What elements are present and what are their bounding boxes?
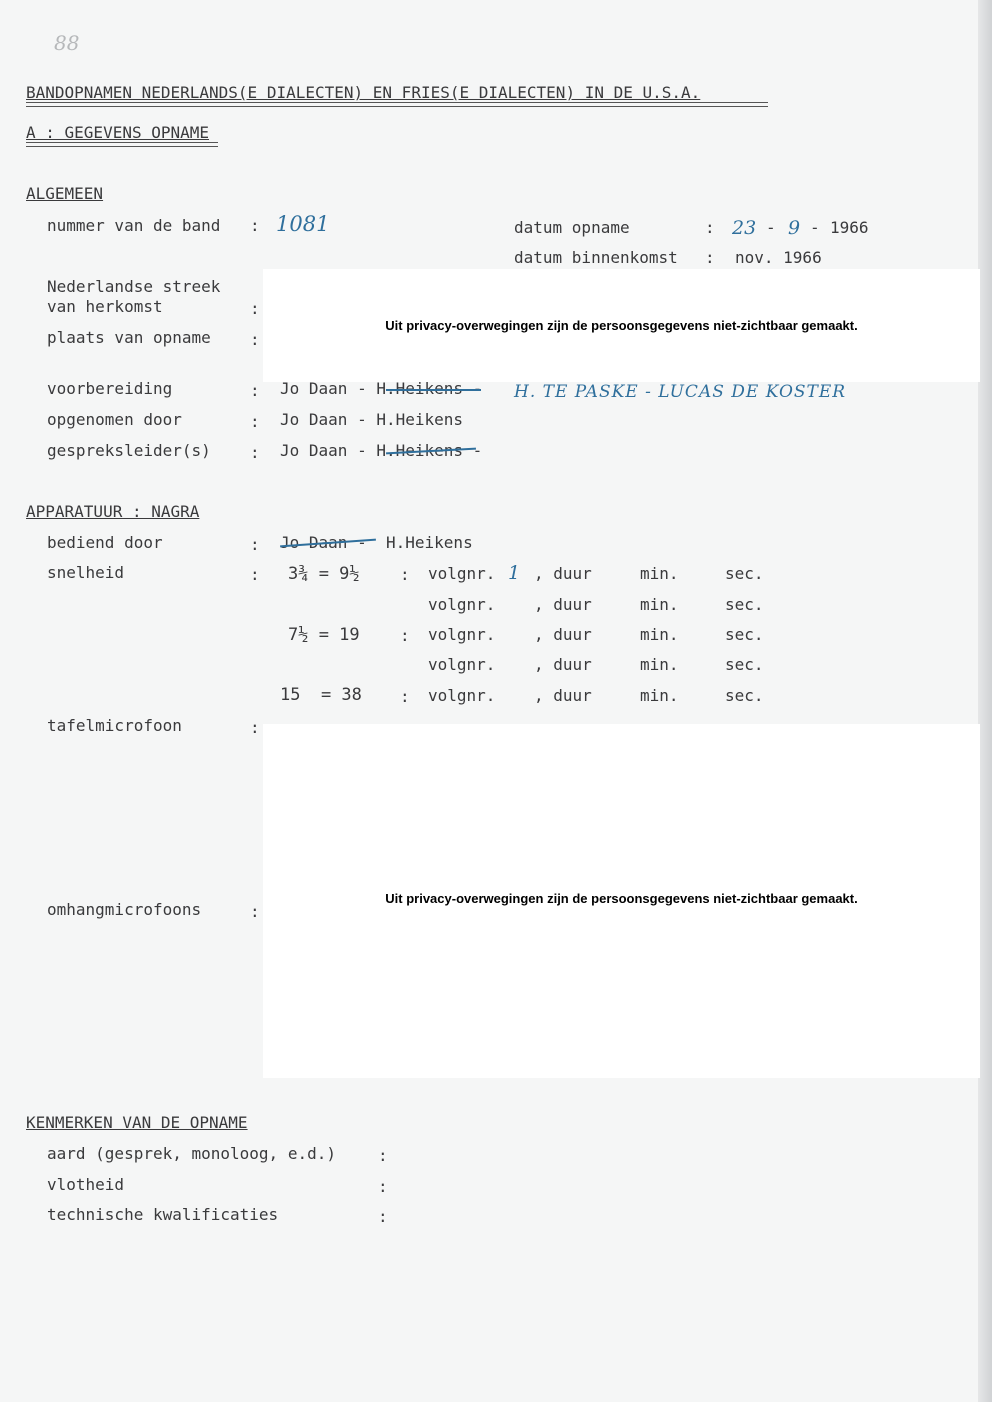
datum-dash-1: - <box>766 218 776 237</box>
opgenomen-colon: : <box>250 412 260 431</box>
streek-colon: : <box>250 299 260 318</box>
streek-label-line2: van herkomst <box>47 297 163 316</box>
speed-1-colon: : <box>400 565 410 584</box>
bediend-colon: : <box>250 535 260 554</box>
bediend-value: H.Heikens <box>386 533 473 552</box>
datum-label: datum opname <box>514 218 630 237</box>
speed-3: 15 = 38 <box>280 685 362 705</box>
volgnr-1: volgnr. <box>428 564 496 583</box>
speed-2-colon: : <box>400 626 410 645</box>
algemeen-heading: ALGEMEEN <box>26 184 104 203</box>
min-4: min. <box>640 655 679 674</box>
plaats-label: plaats van opname <box>47 328 211 347</box>
duur-1: , duur <box>534 564 592 583</box>
datum-colon: : <box>705 218 715 237</box>
privacy-notice-2: Uit privacy-overwegingen zijn de persoonsgegevens niet-zichtbaar gemaakt. <box>385 890 858 906</box>
technische-label: technische kwalificaties <box>47 1205 279 1224</box>
voorbereiding-value: Jo Daan - H.Heikens - <box>280 379 483 398</box>
band-label: nummer van de band <box>47 216 221 235</box>
strike-heikens-1 <box>386 389 481 391</box>
privacy-redaction-1 <box>263 269 980 382</box>
volgnr-4: volgnr. <box>428 655 496 674</box>
voorbereiding-colon: : <box>250 381 260 400</box>
aard-colon: : <box>378 1146 388 1165</box>
duur-4: , duur <box>534 655 592 674</box>
band-colon: : <box>250 216 260 235</box>
voorbereiding-label: voorbereiding <box>47 379 173 398</box>
volgnr-2: volgnr. <box>428 595 496 614</box>
min-1: min. <box>640 564 679 583</box>
snelheid-label: snelheid <box>47 563 125 582</box>
sec-3: sec. <box>725 625 764 644</box>
opgenomen-label: opgenomen door <box>47 410 182 429</box>
technische-colon: : <box>378 1207 388 1226</box>
section-a-heading: A : GEGEVENS OPNAME <box>26 123 210 142</box>
omhangmicrofoons-colon: : <box>250 902 260 921</box>
sec-5: sec. <box>725 686 764 705</box>
duur-5: , duur <box>534 686 592 705</box>
volgnr-1-handwritten: 1 <box>508 562 521 584</box>
bediend-struck-name: Jo Daan - <box>280 533 367 552</box>
speed-2: 7½ = 19 <box>288 625 360 645</box>
plaats-colon: : <box>250 330 260 349</box>
title-double-underline <box>26 102 768 107</box>
speed-3-colon: : <box>400 687 410 706</box>
gespreksleider-value: Jo Daan - H.Heikens - <box>280 441 483 460</box>
datum-day-handwritten: 23 <box>732 217 757 239</box>
volgnr-3: volgnr. <box>428 625 496 644</box>
min-5: min. <box>640 686 679 705</box>
min-2: min. <box>640 595 679 614</box>
kenmerken-heading: KENMERKEN VAN DE OPNAME <box>26 1113 248 1132</box>
sec-4: sec. <box>725 655 764 674</box>
snelheid-colon: : <box>250 565 260 584</box>
document-title: BANDOPNAMEN NEDERLANDS(E DIALECTEN) EN FRIES(E DIALECTEN) IN DE U.S.A. <box>26 83 701 102</box>
band-number-handwritten: 1081 <box>276 212 330 236</box>
gespreksleider-colon: : <box>250 443 260 462</box>
section-a-double-underline <box>26 142 218 147</box>
apparatuur-heading: APPARATUUR : NAGRA <box>26 502 200 521</box>
tafelmicrofoon-colon: : <box>250 718 260 737</box>
aard-label: aard (gesprek, monoloog, e.d.) <box>47 1144 336 1163</box>
binnenkomst-colon: : <box>705 248 715 267</box>
vlotheid-colon: : <box>378 1177 388 1196</box>
page-number: 88 <box>54 31 80 55</box>
privacy-notice-1: Uit privacy-overwegingen zijn de persoonsgegevens niet-zichtbaar gemaakt. <box>385 318 858 333</box>
sec-2: sec. <box>725 595 764 614</box>
tafelmicrofoon-label: tafelmicrofoon <box>47 716 182 735</box>
binnenkomst-label: datum binnenkomst <box>514 248 678 267</box>
opgenomen-value: Jo Daan - H.Heikens <box>280 410 464 429</box>
streek-label-line1: Nederlandse streek <box>47 277 221 296</box>
duur-3: , duur <box>534 625 592 644</box>
privacy-notice-2-wrap <box>263 880 980 916</box>
datum-dash-2: - <box>810 218 820 237</box>
omhangmicrofoons-label: omhangmicrofoons <box>47 900 202 919</box>
sec-1: sec. <box>725 564 764 583</box>
duur-2: , duur <box>534 595 592 614</box>
vlotheid-label: vlotheid <box>47 1175 125 1194</box>
gespreksleider-label: gespreksleider(s) <box>47 441 211 460</box>
voorbereiding-handwritten: H. TE PASKE - LUCAS DE KOSTER <box>514 382 847 402</box>
datum-month-handwritten: 9 <box>788 217 801 239</box>
binnenkomst-value: nov. 1966 <box>735 248 822 267</box>
datum-year: 1966 <box>830 218 869 237</box>
min-3: min. <box>640 625 679 644</box>
speed-1: 3¾ = 9½ <box>288 564 360 584</box>
page-edge <box>978 0 992 1402</box>
volgnr-5: volgnr. <box>428 686 496 705</box>
bediend-label: bediend door <box>47 533 163 552</box>
